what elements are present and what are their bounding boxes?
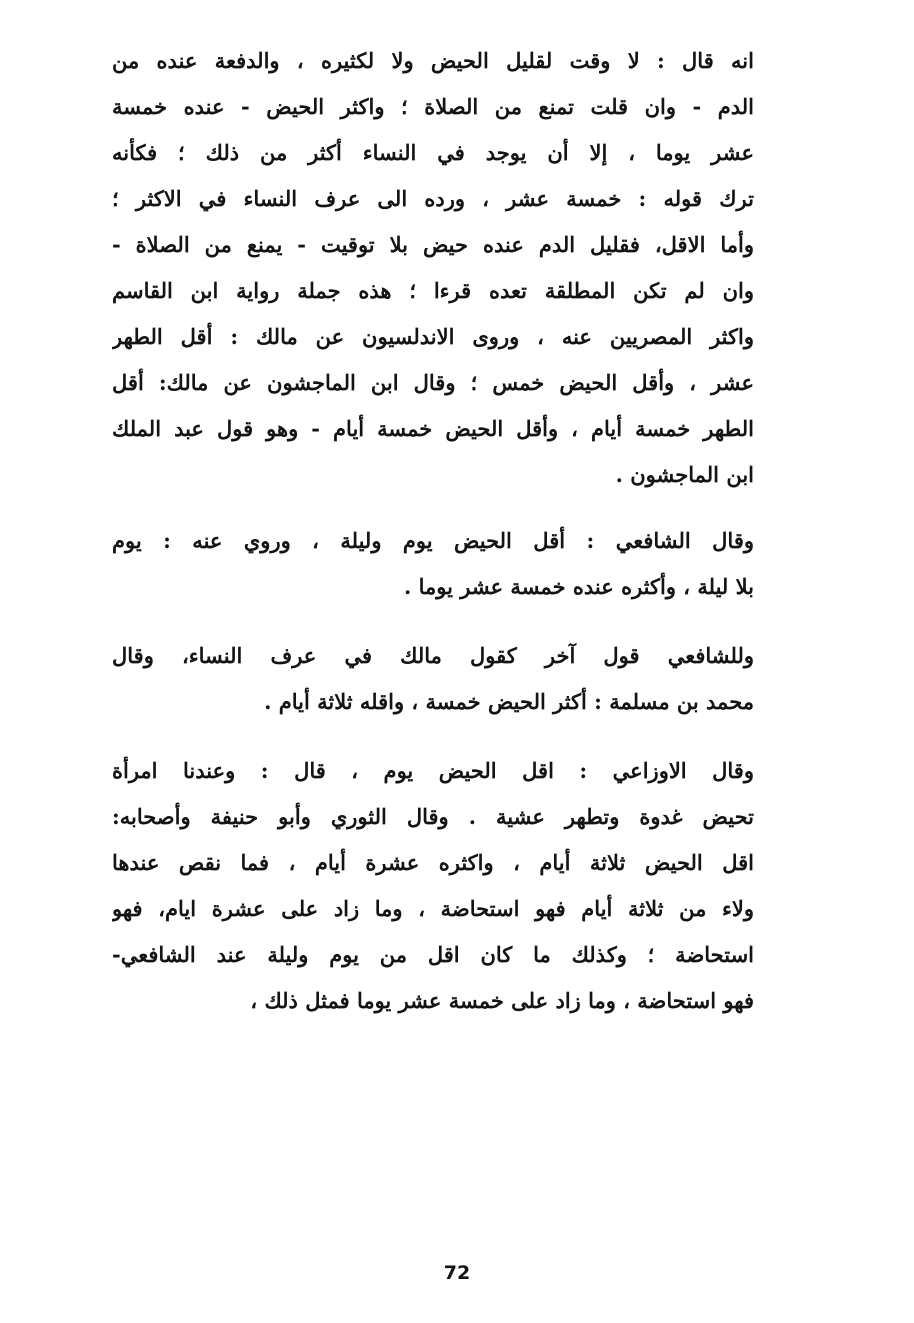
text-line: استحاضة ؛ وكذلك ما كان اقل من يوم وليلة عند الشافعي- bbox=[112, 942, 754, 967]
text-line: بلا ليلة ، وأكثره عنده خمسة عشر يوما . bbox=[404, 574, 754, 599]
text-line: ابن الماجشون . bbox=[615, 462, 754, 487]
text-line: انه قال : لا وقت لقليل الحيض ولا لكثيره ، والدفعة عنده من bbox=[112, 48, 754, 73]
page-number: 72 bbox=[443, 1262, 471, 1284]
text-line: عشر يوما ، إلا أن يوجد في النساء أكثر من ذلك ؛ فكأنه bbox=[112, 140, 754, 165]
text-line: محمد بن مسلمة : أكثر الحيض خمسة ، واقله ثلاثة أيام . bbox=[264, 689, 754, 714]
paragraph-1 bbox=[112, 38, 754, 498]
paragraph-3 bbox=[112, 633, 754, 725]
text-line: الطهر خمسة أيام ، وأقل الحيض خمسة أيام - وهو قول عبد الملك bbox=[112, 416, 754, 441]
text-line: ترك قوله : خمسة عشر ، ورده الى عرف النساء في الاكثر ؛ bbox=[112, 186, 754, 211]
text-line: وقال الاوزاعي : اقل الحيض يوم ، قال : وعندنا امرأة bbox=[112, 758, 754, 783]
text-line: وان لم تكن المطلقة تعده قرءا ؛ هذه جملة رواية ابن القاسم bbox=[112, 278, 754, 303]
paragraph-2 bbox=[112, 518, 754, 610]
text-line: ولاء من ثلاثة أيام فهو استحاضة ، وما زاد على عشرة ايام، فهو bbox=[112, 896, 754, 921]
paragraph-4 bbox=[112, 748, 754, 1024]
text-line: الدم - وان قلت تمنع من الصلاة ؛ واكثر الحيض - عنده خمسة bbox=[112, 94, 754, 119]
text-line: وللشافعي قول آخر كقول مالك في عرف النساء، وقال bbox=[112, 643, 754, 668]
text-line: وأما الاقل، فقليل الدم عنده حيض بلا توقيت - يمنع من الصلاة - bbox=[112, 232, 754, 257]
text-line: تحيض غدوة وتطهر عشية . وقال الثوري وأبو حنيفة وأصحابه: bbox=[112, 804, 754, 829]
text-line: اقل الحيض ثلاثة أيام ، واكثره عشرة أيام ، فما نقص عندها bbox=[112, 850, 754, 875]
text-line: عشر ، وأقل الحيض خمس ؛ وقال ابن الماجشون عن مالك: أقل bbox=[112, 370, 754, 395]
text-line: واكثر المصريين عنه ، وروى الاندلسيون عن مالك : أقل الطهر bbox=[112, 324, 754, 349]
text-line: فهو استحاضة ، وما زاد على خمسة عشر يوما فمثل ذلك ، bbox=[250, 988, 754, 1013]
text-line: وقال الشافعي : أقل الحيض يوم وليلة ، وروي عنه : يوم bbox=[112, 528, 754, 553]
